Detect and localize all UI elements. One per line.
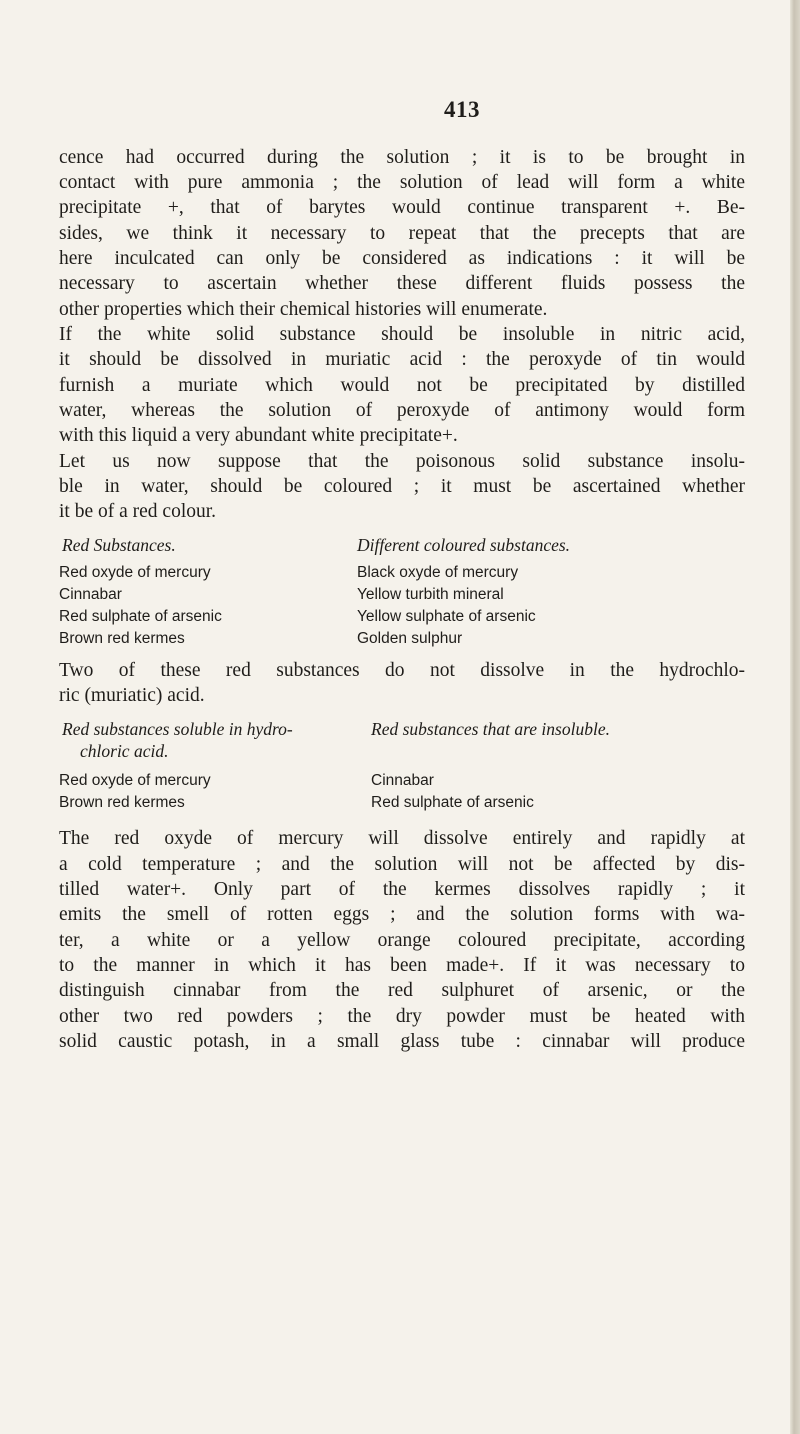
text-line: solid caustic potash, in a small glass tube : cinnabar will produce [59,1031,745,1052]
table-cell: Golden sulphur [357,630,463,647]
table-cell: Red oxyde of mercury [59,564,211,581]
text-line: precipitate +, that of barytes would continue transparent +. Be- [59,197,745,218]
page-edge [790,0,800,1434]
text-line: it be of a red colour. [59,501,217,522]
text-line: emits the smell of rotten eggs ; and the solution forms with wa- [59,904,745,925]
text-line: The red oxyde of mercury will dissolve entirely and rapidly at [59,828,745,849]
red-substances-heading: Red Substances. [62,535,176,555]
text-line: sides, we think it necessary to repeat that the precepts that are [59,223,745,244]
text-line: contact with pure ammonia ; the solution of lead will form a white [59,172,745,193]
soluble-substances-heading-cont: chloric acid. [80,741,169,761]
table-cell: Yellow sulphate of arsenic [357,608,536,625]
text-line: ter, a white or a yellow orange coloured precipitate, according [59,930,745,951]
table-cell: Brown red kermes [59,794,185,811]
text-line: with this liquid a very abundant white precipitate+. [59,425,458,446]
text-line: here inculcated can only be considered as indications : it will be [59,248,745,269]
table-cell: Red oxyde of mercury [59,772,211,789]
text-line: If the white solid substance should be insoluble in nitric acid, [59,324,745,345]
text-line: to the manner in which it has been made+. If it was necessary to [59,955,745,976]
table-cell: Cinnabar [59,586,122,603]
text-line: it should be dissolved in muriatic acid : the peroxyde of tin would [59,349,745,370]
text-line: tilled water+. Only part of the kermes dissolves rapidly ; it [59,879,745,900]
soluble-substances-heading: Red substances soluble in hydro- [62,719,293,739]
text-line: other two red powders ; the dry powder must be heated with [59,1006,745,1027]
table-cell: Black oxyde of mercury [357,564,519,581]
table-cell: Red sulphate of arsenic [371,794,534,811]
table-cell: Cinnabar [371,772,434,789]
table-cell: Brown red kermes [59,630,185,647]
table-cell: Red sulphate of arsenic [59,608,222,625]
text-line: distinguish cinnabar from the red sulphuret of arsenic, or the [59,980,745,1001]
text-line: ric (muriatic) acid. [59,685,205,706]
text-line: cence had occurred during the solution ; it is to be brought in [59,147,745,168]
text-line: furnish a muriate which would not be precipitated by distilled [59,375,745,396]
text-line: Let us now suppose that the poisonous solid substance insolu- [59,451,745,472]
table-cell: Yellow turbith mineral [357,586,504,603]
text-line: Two of these red substances do not dissolve in the hydrochlo- [59,660,745,681]
text-line: ble in water, should be coloured ; it must be ascertained whether [59,476,745,497]
text-line: a cold temperature ; and the solution will not be affected by dis- [59,854,745,875]
text-line: water, whereas the solution of peroxyde of antimony would form [59,400,745,421]
text-line: necessary to ascertain whether these different fluids possess the [59,273,745,294]
page-number: 413 [444,97,480,122]
text-line: other properties which their chemical histories will enumerate. [59,299,548,320]
insoluble-substances-heading: Red substances that are insoluble. [371,719,610,739]
different-coloured-substances-heading: Different coloured substances. [357,535,571,555]
